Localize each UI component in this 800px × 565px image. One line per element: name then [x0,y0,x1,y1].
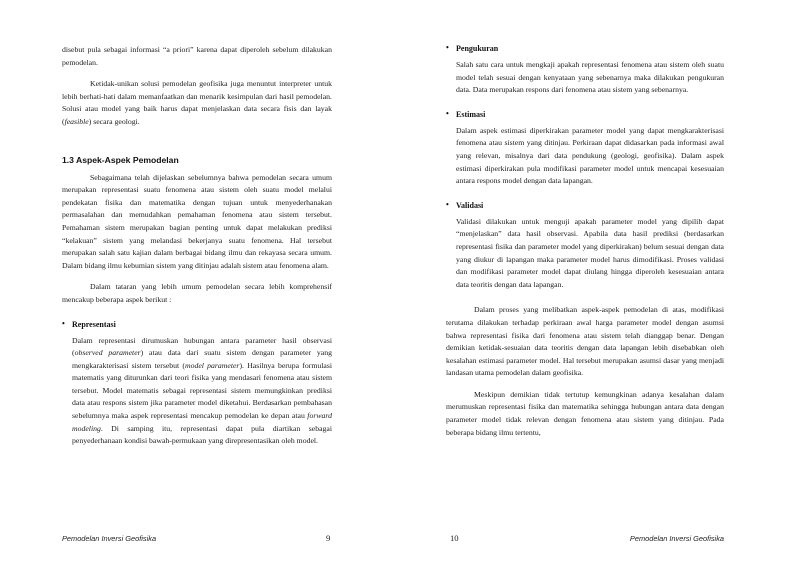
page-footer: Pemodelan Inversi Geofisika [629,534,724,543]
right-page [400,0,800,565]
bullet-text: Salah satu cara untuk mengkaji apakah representasi fenomena atau sistem oleh suatu model telah sesuai dengan kenyataan yang sebenarnya maka dilakukan pengukuran data. Data merupakan respons dari fenomena atau sistem yang sebenarnya. [456,60,724,95]
left-page-body [62,44,332,448]
bullet-heading [446,201,724,210]
bullet-title: Estimasi [456,109,486,119]
bullet-icon: • [446,199,449,209]
page-number: 10 [450,533,459,543]
intro-paragraph: Ketidak-unikan solusi pemodelan geofisika juga menuntut interpreter untuk lebih berhati-hati dalam memanfaatkan dan menarik kesimpulan dari hasil pemodelan. Solusi atau model yang baik harus dapat menjelaskan data secara fisis dan layak (feasible) secara geologi. [62,79,332,126]
bullet-title: Representasi [72,319,116,329]
bullet-title: Pengukuran [456,44,499,53]
intro-paragraph: disebut pula sebagai informasi “a priori” karena dapat diperoleh sebelum dilakukan pemodelan. [62,45,332,67]
bullet-heading [62,320,332,329]
bullet-title: Validasi [456,200,484,210]
bullet-icon: • [446,108,449,118]
bullet-heading [446,44,724,53]
bullet-icon: • [446,43,449,52]
body-paragraph: Meskipun demikian tidak tertutup kemungkinan adanya kesalahan dalam merumuskan representasi fisika dan matematika sehingga hubungan antara data dengan parameter model tidak relevan dengan fenomena atau sistem yang ditinjau. Pada beberapa bidang ilmu tertentu, [446,389,724,437]
page-number: 9 [326,533,331,543]
section-paragraph: Sebagaimana telah dijelaskan sebelumnya bahwa pemodelan secara umum merupakan representasi suatu fenomena atau sistem oleh suatu model melalui pendekatan fisika dan matematika dengan tujuan untuk menyederhanakan permasalahan dan memudahkan pemahaman fenomena atau sistem tersebut. Pemahaman sistem merupakan bagian penting untuk dapat melakukan prediksi “kelakuan” sistem yang melandasi bekerjanya suatu fenomena. Hal tersebut merupakan salah satu kajian dalam berbagai bidang ilmu dan rekayasa secara umum. Dalam bidang ilmu kebumian sistem yang ditinjau adalah sistem atau fenomena alam. [62,172,332,270]
bullet-icon: • [62,318,65,328]
bullet-text: Dalam aspek estimasi diperkirakan parameter model yang dapat mengkarakterisasi fenomena atau sistem yang ditinjau. Perkiraan dapat didasarkan pada informasi awal yang relevan, misalnya dari data pendukung (geologi, geofisika). Dalam aspek estimasi diperkirakan pula modifikasi parameter model untuk mencapai kesesuaian antara respons model dengan data lapangan. [456,125,724,186]
bullet-text: Validasi dilakukan untuk menguji apakah parameter model yang dipilih dapat “menjelaskan” data hasil observasi. Apabila data hasil prediksi (berdasarkan representasi fisika dan parameter model yang diperkirakan) belum sesuai dengan data yang diukur di lapangan maka parameter model harus dimodifikasi. Proses validasi dan modifikasi parameter model dapat diulang hingga diperoleh kesesuaian antara data teoritis dengan data lapangan. [456,216,724,289]
bullet-heading [446,110,724,119]
section-heading: 1.3 Aspek-Aspek Pemodelan [62,154,179,165]
page-footer: Pemodelan Inversi Geofisika [62,534,157,543]
section-paragraph: Dalam tataran yang lebih umum pemodelan secara lebih komprehensif mencakup beberapa aspek berikut : [62,282,332,304]
body-paragraph: Dalam proses yang melibatkan aspek-aspek pemodelan di atas, modifikasi terutama dilakukan terhadap perkiraan awal harga parameter model dengan asumsi bahwa representasi fisika dari fenomena atau sistem telah dianggap benar. Dengan demikian ketidak-sesuaian data teoritis dengan data lapangan lebih disebabkan oleh kesalahan estimasi parameter model. Hal tersebut merupakan asumsi dasar yang menjadi landasan utama pemodelan dalam geofisika. [446,305,724,378]
bullet-text: Dalam representasi dirumuskan hubungan antara parameter hasil observasi (observed parameter) atau data dari suatu sistem dengan parameter yang mengkarakterisasi sistem tersebut (model parameter). Hasilnya berupa formulasi matematis yang diturunkan dari teori fisika yang mendasari fenomena atau sistem tersebut. Model matematis sebagai representasi sistem memungkinkan prediksi data atau respons sistem jika parameter model diketahui. Berdasarkan pembahasan sebelumnya maka aspek representasi mencakup pemodelan ke depan atau forward modeling. Di samping itu, representasi dapat pula diartikan sebagai penyederhanaan kondisi bawah-permukaan yang direpresentasikan oleh model. [72,335,332,446]
right-page-body [446,44,724,439]
